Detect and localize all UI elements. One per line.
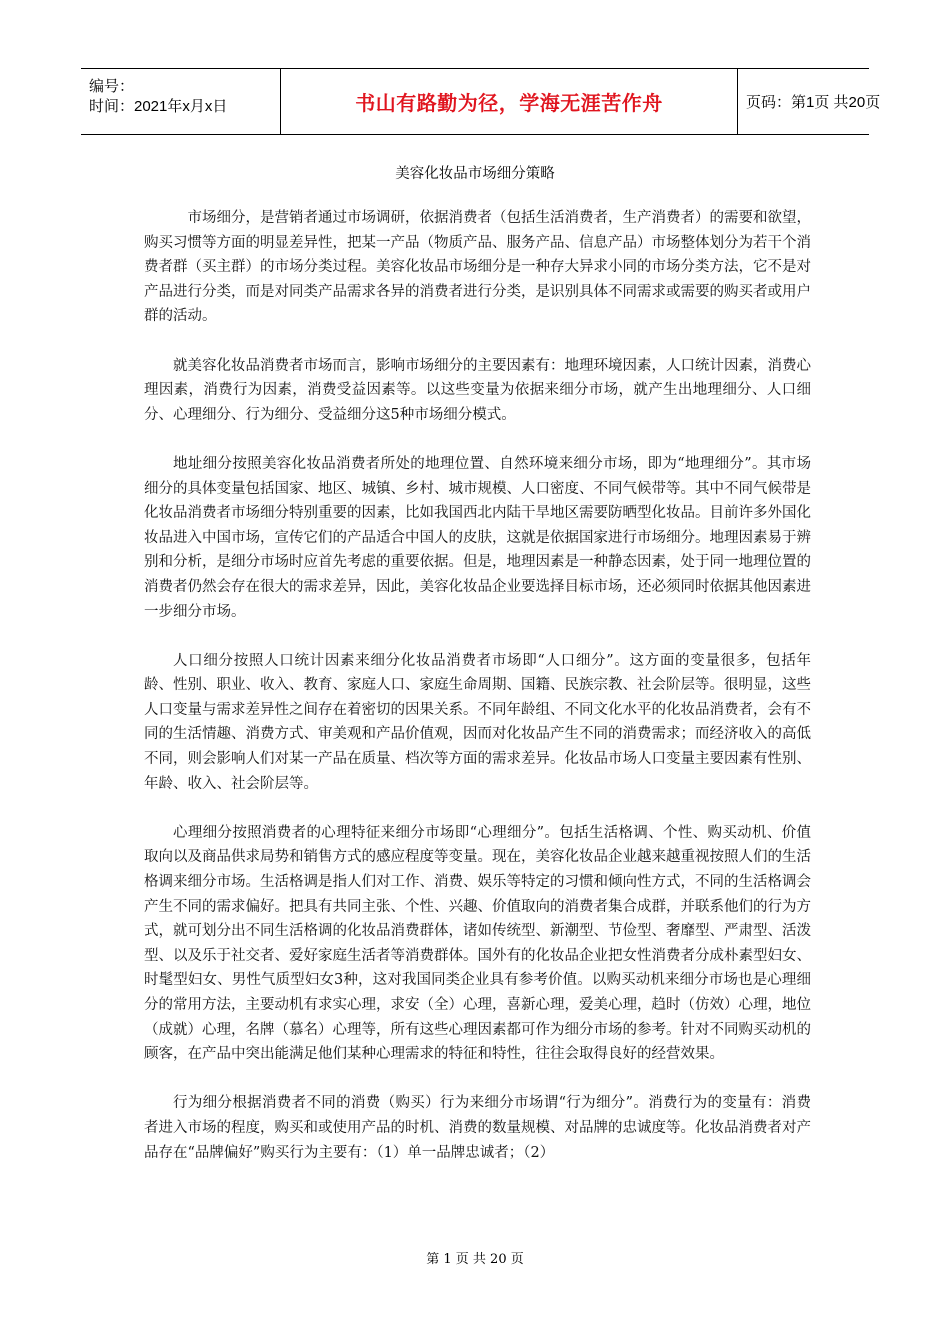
paragraph-demographic: 人口细分按照人口统计因素来细分化妆品消费者市场即“人口细分”。这方面的变量很多，包括年龄、性别、职业、收入、教育、家庭人口、家庭生命周期、国籍、民族宗教、社会阶层等。很明显，这些人口变量与需求差异性之间存在着密切的因果关系。不同年龄组、不同文化水平的化妆品消费者，会有不同的生活情趣、消费方式、审美观和产品价值观，因而对化妆品产生不同的消费需求；而经济收入的高低不同，则会影响人们对某一产品在质量、档次等方面的需求差异。化妆品市场人口变量主要因素有性别、年龄、收入、社会阶层等。 bbox=[144, 652, 811, 792]
header-motto-cell bbox=[280, 69, 738, 134]
page-label: 页码：第1页 共20页 bbox=[746, 94, 881, 111]
motto-text: 书山有路勤为径，学海无涯苦作舟 bbox=[355, 91, 663, 115]
page-footer: 第 1 页 共 20 页 bbox=[426, 1252, 524, 1267]
paragraph-behavioral: 行为细分根据消费者不同的消费（购买）行为来细分市场谓“行为细分”。消费行为的变量有：消费者进入市场的程度，购买和或使用产品的时机、消费的数量规模、对品牌的忠诚度等。化妆品消费者对产品存在“品牌偏好”购买行为主要有：（1）单一品牌忠诚者；（2） bbox=[144, 1095, 811, 1161]
paragraph-factors: 就美容化妆品消费者市场而言，影响市场细分的主要因素有：地理环境因素，人口统计因素，消费心理因素，消费行为因素，消费受益因素等。以这些变量为依据来细分市场，就产生出地理细分、人口细分、心理细分、行为细分、受益细分这5种市场细分模式。 bbox=[144, 357, 811, 423]
number-label: 编号： bbox=[89, 78, 135, 95]
paragraph-psychographic: 心理细分按照消费者的心理特征来细分市场即“心理细分”。包括生活格调、个性、购买动机、价值取向以及商品供求局势和销售方式的感应程度等变量。现在，美容化妆品企业越来越重视按照人们的生活格调来细分市场。生活格调是指人们对工作、消费、娱乐等特定的习惯和倾向性方式，不同的生活格调会产生不同的需求偏好。把具有共同主张、个性、兴趣、价值取向的消费者集合成群，并联系他们的行为方式，就可划分出不同生活格调的化妆品消费群体，诸如传统型、新潮型、节俭型、奢靡型、严肃型、活泼型、以及乐于社交者、爱好家庭生活者等消费群体。国外有的化妆品企业把女性消费者分成朴素型妇女、时髦型妇女、男性气质型妇女3种，这对我国同类企业具有参考价值。以购买动机来细分市场也是心理细分的常用方法，主要动机有求实心理，求安（全）心理，喜新心理，爱美心理，趋时（仿效）心理，地位（成就）心理，名牌（慕名）心理等，所有这些心理因素都可作为细分市场的参考。针对不同购买动机的顾客，在产品中突出能满足他们某种心理需求的特征和特性，往往会取得良好的经营效果。 bbox=[144, 824, 811, 1063]
header-meta bbox=[81, 69, 280, 134]
document-body bbox=[144, 206, 811, 1165]
paragraph-geographic: 地址细分按照美容化妆品消费者所处的地理位置、自然环境来细分市场，即为“地理细分”。其市场细分的具体变量包括国家、地区、城镇、乡村、城市规模、人口密度、不同气候带等。其中不同气候带是化妆品消费者市场细分特别重要的因素，比如我国西北内陆干旱地区需要防晒型化妆品。目前许多外国化妆品进入中国市场，宣传它们的产品适合中国人的皮肤，这就是依据国家进行市场细分。地理因素易于辨别和分析，是细分市场时应首先考虑的重要依据。但是，地理因素是一种静态因素，处于同一地理位置的消费者仍然会存在很大的需求差异，因此，美容化妆品企业要选择目标市场，还必须同时依据其他因素进一步细分市场。 bbox=[144, 455, 811, 620]
header-table bbox=[81, 68, 881, 135]
document-title: 美容化妆品市场细分策略 bbox=[395, 166, 555, 182]
time-label: 时间：2021年x月x日 bbox=[89, 98, 228, 115]
paragraph-market-segmentation: 市场细分，是营销者通过市场调研，依据消费者（包括生活消费者，生产消费者）的需要和欲望，购买习惯等方面的明显差异性，把某一产品（物质产品、服务产品、信息产品）市场整体划分为若干个消费者群（买主群）的市场分类过程。美容化妆品市场细分是一种存大异求小同的市场分类方法，它不是对产品进行分类，而是对同类产品需求各异的消费者进行分类，是识别具体不同需求或需要的购买者或用户群的活动。 bbox=[144, 210, 811, 325]
